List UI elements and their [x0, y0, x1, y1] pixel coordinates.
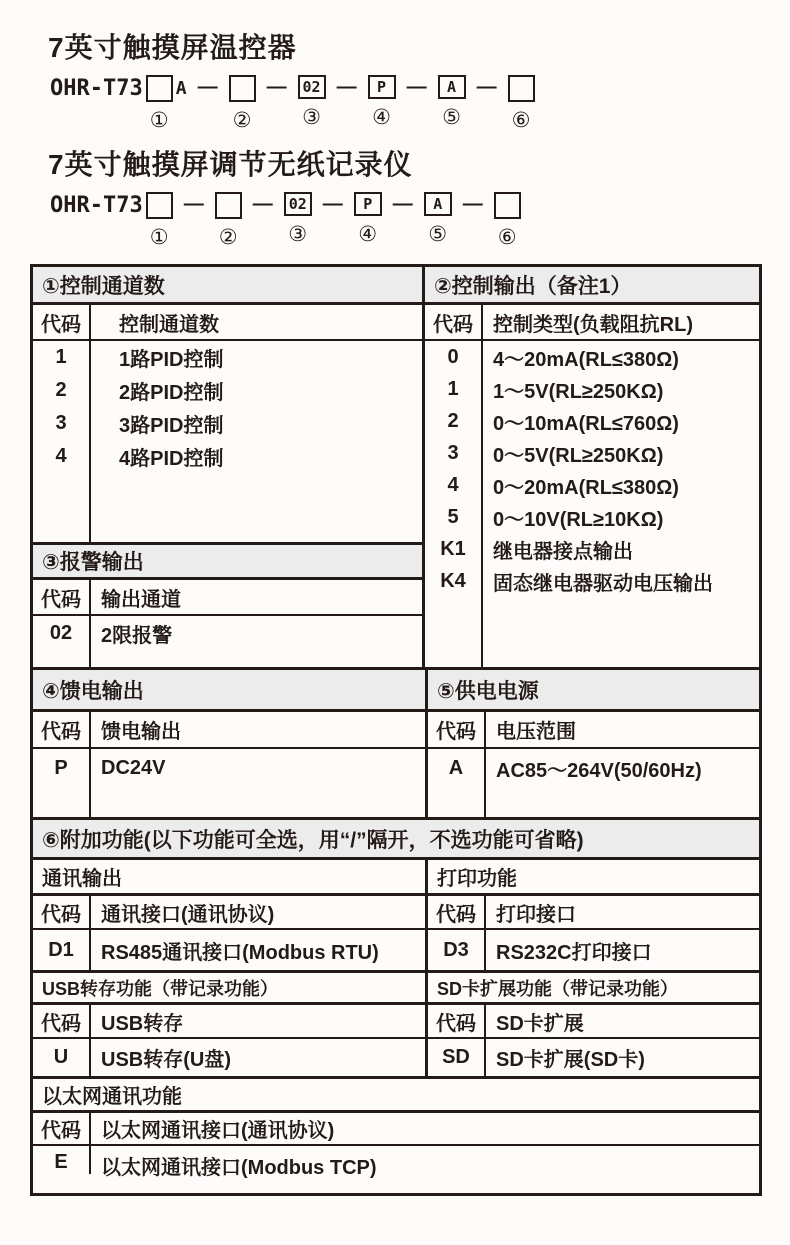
model-pos-6: [508, 75, 535, 131]
comm-print-row: [33, 860, 759, 970]
cell-code: 02: [33, 616, 91, 651]
section-5-column-headers: [428, 712, 759, 749]
cell-code-empty: [428, 788, 486, 817]
table-row: [33, 1146, 759, 1193]
section-2-column-headers: [425, 305, 759, 341]
cell-desc: 3路PID控制: [119, 415, 224, 437]
cell-code: 3: [33, 407, 91, 440]
cell-desc: AC85～264V(50/60Hz): [496, 760, 702, 782]
section-3: [33, 542, 422, 667]
table-row: [425, 501, 759, 533]
dash-separator: —: [266, 76, 287, 98]
table-row: [425, 565, 759, 597]
subsection-print-header: 打印功能: [428, 860, 759, 896]
section-5-header: ⑤供电电源: [428, 670, 759, 712]
product-title: 7英寸触摸屏调节无纸记录仪: [48, 149, 413, 180]
column-header-code: 代码: [33, 1005, 91, 1037]
cell-code: P: [33, 749, 91, 788]
cell-desc-empty: [91, 473, 422, 542]
column-header-code: 代码: [33, 580, 91, 614]
model-pos-4: [354, 192, 382, 245]
table-row: [428, 930, 759, 970]
table-row: [428, 749, 759, 788]
cell-desc-empty: [91, 788, 425, 817]
section-3-header: ③报警输出: [33, 542, 422, 580]
circled-number-6: ⑥: [511, 109, 531, 132]
cell-desc-empty: [486, 788, 759, 817]
table-row: [33, 616, 422, 651]
product-block-controller: [30, 26, 762, 131]
cell-code: 1: [33, 341, 91, 374]
column-header-desc: 输出通道: [101, 588, 181, 611]
cell-desc: 继电器接点输出: [493, 540, 633, 563]
cell-code-empty: [33, 788, 91, 817]
cell-desc: 4路PID控制: [119, 448, 224, 470]
model-pos-5: [438, 75, 466, 128]
section-3-column-headers: [33, 580, 422, 616]
column-header-desc: 以太网通讯接口(通讯协议): [101, 1120, 335, 1142]
section-2-column: [425, 267, 759, 667]
column-header-desc: 控制类型(负载阻抗RL): [493, 313, 693, 336]
model-code-box-3: 02: [284, 192, 312, 216]
column-header-code: 代码: [33, 896, 91, 928]
model-pos-5: [424, 192, 452, 245]
cell-desc: 4～20mA(RL≤380Ω): [493, 348, 679, 371]
cell-desc: 1～5V(RL≥250KΩ): [493, 380, 664, 403]
circled-number-4: ④: [372, 106, 391, 129]
model-code-box-1: [146, 75, 173, 102]
cell-code: D1: [33, 930, 91, 970]
cell-desc: USB转存(U盘): [101, 1049, 231, 1071]
section-2-header: ②控制输出（备注1）: [425, 267, 759, 305]
subsection-ethernet-header: 以太网通讯功能: [33, 1079, 759, 1113]
cell-code: E: [33, 1146, 91, 1174]
cell-desc: 2路PID控制: [119, 382, 224, 404]
column-headers: [33, 896, 425, 930]
mid-block: [33, 667, 759, 817]
table-row: [425, 437, 759, 469]
table-row: [33, 440, 422, 473]
subsection-sd-header: SD卡扩展功能（带记录功能）: [428, 973, 759, 1005]
subsection-comm: [33, 860, 425, 970]
model-code-box-6: [494, 192, 521, 219]
model-fixed-suffix: A: [175, 78, 187, 99]
usb-sd-row: [33, 970, 759, 1076]
cell-desc-empty: [91, 651, 422, 667]
model-pos-1: [146, 75, 173, 131]
section-1-column-headers: [33, 305, 422, 341]
cell-code: 2: [33, 374, 91, 407]
cell-code-empty: [425, 597, 483, 667]
model-pos-6: [494, 192, 521, 248]
spacer-row: [33, 788, 425, 817]
model-pos-2: [229, 75, 256, 131]
section-1-and-3-column: [33, 267, 425, 667]
column-header-desc: 通讯接口(通讯协议): [101, 903, 275, 926]
dash-separator: —: [336, 76, 357, 98]
product-title: 7英寸触摸屏温控器: [48, 32, 297, 63]
dash-separator: —: [322, 193, 343, 215]
cell-desc: 0～10mA(RL≤760Ω): [493, 412, 679, 435]
table-row: [33, 341, 422, 374]
table-row: [33, 930, 425, 970]
column-headers: [428, 1005, 759, 1039]
model-code-line: [30, 192, 762, 248]
cell-desc: 0～10V(RL≥10KΩ): [493, 508, 664, 531]
cell-code: A: [428, 749, 486, 788]
table-row: [425, 373, 759, 405]
cell-desc: 以太网通讯接口(Modbus TCP): [101, 1157, 377, 1179]
section-4-column-headers: [33, 712, 425, 749]
model-pos-2: [215, 192, 242, 248]
subsection-sd: [425, 973, 759, 1076]
circled-number-3: ③: [288, 223, 308, 246]
model-pos-3: [284, 192, 312, 245]
table-row: [33, 374, 422, 407]
column-header-desc: SD卡扩展: [496, 1012, 584, 1035]
spacer-row: [428, 788, 759, 817]
column-header-code: 代码: [425, 305, 483, 339]
table-row: [425, 533, 759, 565]
model-code-box-5: A: [438, 75, 466, 99]
column-header-code: 代码: [428, 896, 486, 928]
circled-number-4: ④: [358, 223, 378, 246]
model-code-box-6: [508, 75, 535, 102]
cell-desc: RS232C打印接口: [496, 941, 652, 964]
dash-separator: —: [392, 193, 413, 215]
cell-desc-empty: [483, 597, 759, 667]
circled-number-5: ⑤: [428, 223, 448, 246]
model-code-box-3: 02: [298, 75, 326, 99]
cell-code: K4: [425, 565, 483, 597]
column-headers: [428, 896, 759, 930]
circled-number-2: ②: [218, 226, 238, 249]
table-row: [425, 469, 759, 501]
model-prefix: OHR-T73: [50, 193, 143, 218]
ordering-options-table: [30, 264, 762, 1196]
spacer-row: [33, 473, 422, 542]
cell-desc: DC24V: [101, 757, 166, 779]
table-row: [33, 407, 422, 440]
spacer-row: [425, 597, 759, 667]
spacer-row: [33, 651, 422, 667]
cell-code: 0: [425, 341, 483, 373]
table-row: [428, 1039, 759, 1076]
section-4: [33, 670, 425, 817]
model-pos-1: [146, 192, 173, 248]
table-row: [425, 405, 759, 437]
section-6-header: ⑥附加功能(以下功能可全选，用“/”隔开，不选功能可省略): [33, 820, 759, 860]
dash-separator: —: [406, 76, 427, 98]
subsection-comm-header: 通讯输出: [33, 860, 425, 896]
dash-separator: —: [476, 76, 497, 98]
section-6: [33, 817, 759, 1193]
circled-number-1: ①: [149, 109, 169, 132]
cell-code: 1: [425, 373, 483, 405]
model-code-box-1: [146, 192, 173, 219]
cell-desc: 2限报警: [101, 625, 173, 647]
cell-code: 3: [425, 437, 483, 469]
cell-code: 4: [425, 469, 483, 501]
model-code-line: [30, 75, 762, 131]
model-pos-3: [298, 75, 326, 128]
section-4-header: ④馈电输出: [33, 670, 425, 712]
model-code-box-4: P: [354, 192, 382, 216]
dash-separator: —: [197, 76, 218, 98]
circled-number-3: ③: [302, 106, 321, 129]
cell-desc: SD卡扩展(SD卡): [496, 1049, 645, 1071]
circled-number-2: ②: [232, 109, 252, 132]
section-5: [425, 670, 759, 817]
model-code-box-2: [229, 75, 256, 102]
dash-separator: —: [252, 193, 273, 215]
cell-desc: RS485通讯接口(Modbus RTU): [101, 941, 379, 964]
top-block: [33, 267, 759, 667]
cell-code: U: [33, 1039, 91, 1076]
cell-desc: 0～5V(RL≥250KΩ): [493, 444, 664, 467]
subsection-ethernet: [33, 1076, 759, 1193]
cell-code: 2: [425, 405, 483, 437]
cell-code: 5: [425, 501, 483, 533]
column-header-code: 代码: [428, 712, 486, 747]
dash-separator: —: [183, 193, 204, 215]
cell-code-empty: [33, 473, 91, 542]
subsection-usb: [33, 973, 425, 1076]
subsection-usb-header: USB转存功能（带记录功能）: [33, 973, 425, 1005]
table-row: [425, 341, 759, 373]
column-header-code: 代码: [33, 712, 91, 747]
column-header-desc: 馈电输出: [101, 721, 181, 743]
column-header-code: 代码: [33, 1113, 91, 1144]
column-header-desc: 打印接口: [496, 903, 576, 926]
column-header-code: 代码: [428, 1005, 486, 1037]
dash-separator: —: [462, 193, 483, 215]
column-header-desc: 电压范围: [496, 721, 576, 743]
table-row: [33, 749, 425, 788]
circled-number-5: ⑤: [442, 106, 461, 129]
cell-code: K1: [425, 533, 483, 565]
model-code-box-5: A: [424, 192, 452, 216]
model-code-box-2: [215, 192, 242, 219]
column-header-desc: USB转存: [101, 1012, 184, 1035]
cell-code-empty: [33, 651, 91, 667]
product-block-recorder: [30, 143, 762, 248]
section-1-header: ①控制通道数: [33, 267, 422, 305]
cell-code: 4: [33, 440, 91, 473]
model-code-box-4: P: [368, 75, 396, 99]
column-headers: [33, 1113, 759, 1146]
column-headers: [33, 1005, 425, 1039]
subsection-print: [425, 860, 759, 970]
circled-number-1: ①: [149, 226, 169, 249]
cell-desc: 1路PID控制: [119, 349, 224, 371]
cell-code: SD: [428, 1039, 486, 1076]
cell-desc: 0～20mA(RL≤380Ω): [493, 476, 679, 499]
cell-desc: 固态继电器驱动电压输出: [493, 572, 713, 595]
column-header-code: 代码: [33, 305, 91, 339]
column-header-desc: 控制通道数: [119, 313, 219, 336]
table-row: [33, 1039, 425, 1076]
model-prefix: OHR-T73: [50, 76, 143, 101]
cell-code: D3: [428, 930, 486, 970]
model-pos-4: [368, 75, 396, 128]
circled-number-6: ⑥: [497, 226, 517, 249]
